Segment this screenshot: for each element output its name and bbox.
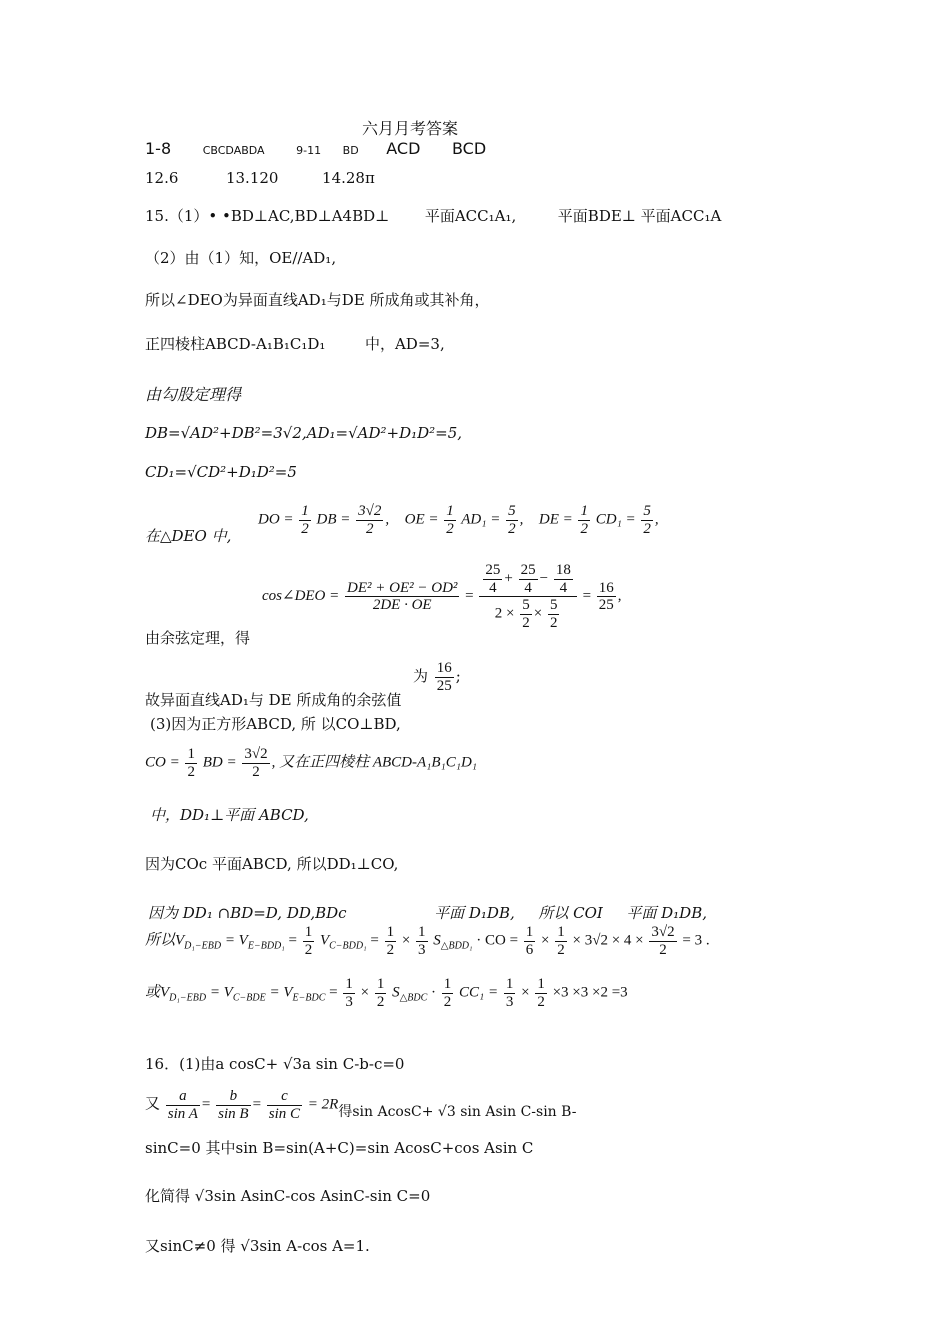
frac-den: 2: [252, 763, 260, 780]
frac-den: 2: [443, 993, 452, 1010]
frac-den: 4: [524, 579, 532, 596]
vol-co: · CO =: [476, 932, 522, 949]
q15-intersection-d: 平面 D₁DB,: [626, 904, 707, 922]
frac-den: 2: [376, 993, 385, 1010]
answer-10: ACD: [386, 139, 421, 158]
frac-den: 2: [643, 520, 651, 537]
vol2-eq3: =: [329, 984, 342, 1001]
de-lhs: DE =: [538, 511, 577, 528]
q15-prism-ad: 中，AD=3,: [364, 335, 445, 353]
answer-range-1: 1-8: [145, 139, 172, 158]
q16-expand: sinC=0 其中sin B=sin(A+C)=sin AcosC+cos Asin C: [145, 1139, 534, 1157]
q15-answer-text: 故异面直线AD₁与 DE 所成角的余弦值: [145, 691, 402, 709]
vol2-times: ×: [360, 984, 373, 1001]
cos-denominator: 2DE · OE: [372, 597, 432, 613]
frac-den: 2: [659, 941, 667, 958]
frac-num: 3√2: [244, 746, 268, 762]
vol-times: ×: [401, 932, 415, 949]
answers-fill-line: [145, 170, 375, 187]
answer-12: 12.6: [145, 169, 179, 187]
vol-eq: = V: [224, 932, 248, 949]
answer-9: BD: [342, 144, 359, 157]
q15-co-plane: 因为COc 平面ABCD, 所以DD₁⊥CO,: [145, 855, 399, 873]
frac-den: 6: [525, 941, 534, 958]
frac-num: 1: [304, 924, 313, 940]
frac-den: 2: [549, 614, 558, 631]
frac-num: 16: [436, 660, 452, 676]
q15-triangle-label: 在△DEO 中,: [145, 527, 232, 545]
frac-num: 5: [522, 597, 530, 613]
frac-num: a: [166, 1088, 200, 1106]
vol2-eq: = V: [209, 984, 233, 1001]
q16-derive: 得sin AcosC+ √3 sin Asin C-sin B-: [338, 1104, 577, 1121]
frac-den: 3: [505, 993, 514, 1010]
q15-cosine-answer: 故异面直线AD₁与 DE 所成角的余弦值 为 $\frac{16}{25}$ ;: [145, 660, 461, 709]
vol2-label: 或V: [145, 984, 170, 1001]
frac-num: 1: [386, 924, 395, 940]
answer-13: 13.120: [225, 169, 279, 187]
frac-num: 16: [598, 579, 614, 596]
q16-simplify: 化简得 √3sin AsinC-cos AsinC-sin C=0: [145, 1187, 431, 1205]
cos-den-prefix: 2 ×: [494, 605, 515, 622]
frac-num: c: [267, 1088, 302, 1106]
q15-cosine-law: 由余弦定理，得: [145, 629, 251, 647]
frac-num: 5: [643, 503, 651, 519]
do-lhs: DO =: [258, 511, 298, 528]
frac-den: 2: [557, 941, 565, 958]
q15-intersection: [148, 905, 707, 922]
frac-num: 1: [301, 503, 309, 519]
q15-part1-text: 15.（1）• •BD⊥AC,BD⊥A4BD⊥: [145, 207, 390, 225]
q15-volume-1: 所以$V_{D_1-EBD} = V_{E-BDD_1}$ = $\frac{1}{2}$ $V_{C-BDD_1}$ = $\frac{1}{2}$ × $\frac{1}{3}$ $S_{\triangle BDD_1}$ · CO = $\frac{1}{6}$ × $\frac{1}{2}$ × 3√2 × 4 × $\frac{3√2}{2}$ = 3 .: [145, 924, 710, 958]
answer-values-1: CBCDABDA: [202, 144, 265, 157]
frac-num: 1: [446, 503, 454, 519]
frac-den: sin C: [268, 1105, 301, 1122]
frac-num: 5: [508, 503, 516, 519]
frac-num: 18: [555, 562, 571, 578]
frac-den: 2: [187, 763, 195, 780]
frac-den: 2: [580, 520, 588, 537]
frac-num: 1: [580, 503, 588, 519]
oe-mid: AD₁ =: [461, 511, 505, 528]
vol2-s: S: [392, 984, 400, 1001]
frac-num: 25: [520, 562, 536, 578]
cos-num-values: $\frac{25}{4}$ + $\frac{25}{4}$ − $\frac{18}{4}$: [479, 562, 576, 597]
q16-part1: 16．(1)由a cosC+ √3a sin C-b-c=0: [145, 1055, 405, 1073]
q15-part1: [145, 208, 721, 225]
q15-part2: （2）由（1）知，OE//AD₁,: [145, 249, 337, 267]
vol-label: 所以V: [145, 932, 185, 949]
vol-result: = 3 .: [682, 932, 710, 949]
q15-cd1: CD₁=√CD²+D₁D²=5: [145, 463, 297, 481]
vol2-cc1: CC₁ =: [459, 984, 502, 1001]
frac-den: 2: [537, 993, 545, 1010]
frac-den: 2: [301, 520, 309, 537]
q15-intersection-b: 平面 D₁DB,: [434, 904, 515, 922]
frac-den: 3: [418, 941, 426, 958]
q15-prism-again: 又在正四棱柱 ABCD-A₁B₁C₁D₁: [279, 754, 478, 771]
vol-eq2: =: [288, 932, 301, 949]
answer-range-2: 9-11: [296, 144, 322, 157]
q15-intersection-a: 因为 DD₁ ∩BD=D, DD,BDc: [148, 904, 347, 922]
co-lhs: CO =: [145, 754, 184, 771]
vol2-result: ×3 ×3 ×2 =3: [552, 984, 628, 1001]
q15-pythagoras-label: 由勾股定理得: [145, 385, 242, 404]
oe-lhs: OE =: [404, 511, 443, 528]
q16-final: 又sinC≠0 得 √3sin A-cos A=1.: [145, 1237, 370, 1255]
frac-num: 1: [557, 924, 565, 940]
q15-part1-conclusion: 平面BDE⊥ 平面ACC₁A: [557, 207, 722, 225]
cos-den-values: 2 × $\frac{5}{2}$ × $\frac{5}{2}$: [494, 597, 558, 631]
frac-den: 4: [559, 579, 568, 596]
frac-num: 1: [443, 976, 452, 992]
frac-den: 2: [446, 520, 454, 537]
frac-num: 1: [525, 924, 534, 940]
frac-num: 3√2: [358, 503, 382, 519]
q15-co-formula: CO = $\frac{1}{2}$ BD = $\frac{3√2}{2}$ , 又在正四棱柱 ABCD-A₁B₁C₁D₁: [145, 746, 478, 780]
vol2-times2: ×: [521, 984, 534, 1001]
do-mid: DB =: [316, 511, 355, 528]
q15-db-ad1: DB=√AD²+DB²=3√2,AD₁=√AD²+D₁D²=5,: [145, 424, 463, 442]
vol-s: S: [433, 932, 441, 949]
q15-intersection-c: 所以 COI: [538, 904, 603, 922]
co-mid: BD =: [202, 754, 241, 771]
de-mid: CD₁ =: [595, 511, 640, 528]
q16-sine-law: 又 $\frac{a}{\text{sin A}}$ = $\frac{b}{\text{sin B}}$ = $\frac{c}{\text{sin C}}$ = 2R得sin AcosC+ √3 sin Asin C-sin B-: [145, 1088, 577, 1122]
frac-den: 2: [366, 520, 374, 537]
frac-num: 1: [376, 976, 385, 992]
answers-choice-line: [145, 140, 486, 158]
vol2-eq2: = V: [269, 984, 293, 1001]
vol-v: V: [319, 932, 330, 949]
q15-dd1-perp: 中，DD₁⊥平面 ABCD,: [150, 806, 309, 824]
q15-answer-wei: 为: [412, 667, 428, 685]
frac-num: 1: [537, 976, 545, 992]
q16-you: 又: [145, 1094, 161, 1113]
vol-product: × 3√2 × 4 ×: [572, 932, 648, 949]
frac-den: 4: [489, 579, 497, 596]
q15-angle-statement: 所以∠DEO为异面直线AD₁与DE 所成角或其补角，: [145, 291, 490, 309]
frac-den: 2: [508, 520, 516, 537]
frac-den: 3: [345, 993, 353, 1010]
frac-den: 2: [522, 614, 530, 631]
answer-14: 14.28π: [322, 169, 375, 187]
frac-num: b: [216, 1088, 250, 1106]
answer-11: BCD: [451, 139, 487, 158]
vol-eq3: =: [370, 932, 383, 949]
q15-part3: (3)因为正方形ABCD, 所 以CO⊥BD,: [150, 715, 401, 733]
frac-num: 5: [549, 597, 558, 613]
q15-prism-line: [145, 336, 445, 353]
frac-den: 25: [436, 677, 452, 694]
frac-den: 2: [386, 941, 395, 958]
q15-volume-2: 或$V_{D_1-EBD} = V_{C-BDE} = V_{E-BDC}$ = $\frac{1}{3}$ × $\frac{1}{2}$ $S_{\triangle BDC}$ · $\frac{1}{2}$ CC₁ = $\frac{1}{3}$ × $\frac{1}{2}$ ×3 ×3 ×2 =3: [145, 976, 628, 1010]
frac-den: 25: [598, 597, 614, 613]
cos-numerator: DE² + OE² − OD²: [347, 579, 458, 596]
frac-num: 25: [485, 562, 501, 578]
q15-prism-name: 正四棱柱ABCD-A₁B₁C₁D₁: [145, 335, 326, 353]
vol2-dot: ·: [431, 984, 440, 1001]
q16-2r: = 2R: [307, 1096, 339, 1113]
q15-triangle-lengths: DO = $\frac{1}{2}$ DB = $\frac{3√2}{2}$ , OE = $\frac{1}{2}$ AD₁ = $\frac{5}{2}$ , DE = $\frac{1}{2}$ CD₁ = $\frac{5}{2}$ ,: [258, 503, 659, 537]
frac-den: sin A: [167, 1105, 198, 1122]
frac-den: 2: [304, 941, 313, 958]
frac-num: 1: [187, 746, 195, 762]
q15-cosine-formula: cos∠DEO = $\frac{\text{DE² + OE² − OD²}}{2DE \cdot OE}$ = $\frac{25}{4}$ + $\frac{25}{4}$ − $\frac{18}{4}$ 2 × $\frac{5}{2}$ × $\frac{5}{2}$ = $\frac{16}{25}$ ,: [262, 562, 622, 631]
frac-num: 1: [505, 976, 514, 992]
page-title: 六月月考答案: [362, 119, 459, 138]
q15-part1-plane: 平面ACC₁A₁,: [424, 207, 517, 225]
vol-times2: ×: [541, 932, 554, 949]
frac-num: 3√2: [651, 924, 675, 940]
frac-den: sin B: [218, 1105, 249, 1122]
cos-lhs: cos∠DEO =: [262, 587, 340, 604]
frac-num: 1: [418, 924, 426, 940]
frac-num: 1: [345, 976, 353, 992]
